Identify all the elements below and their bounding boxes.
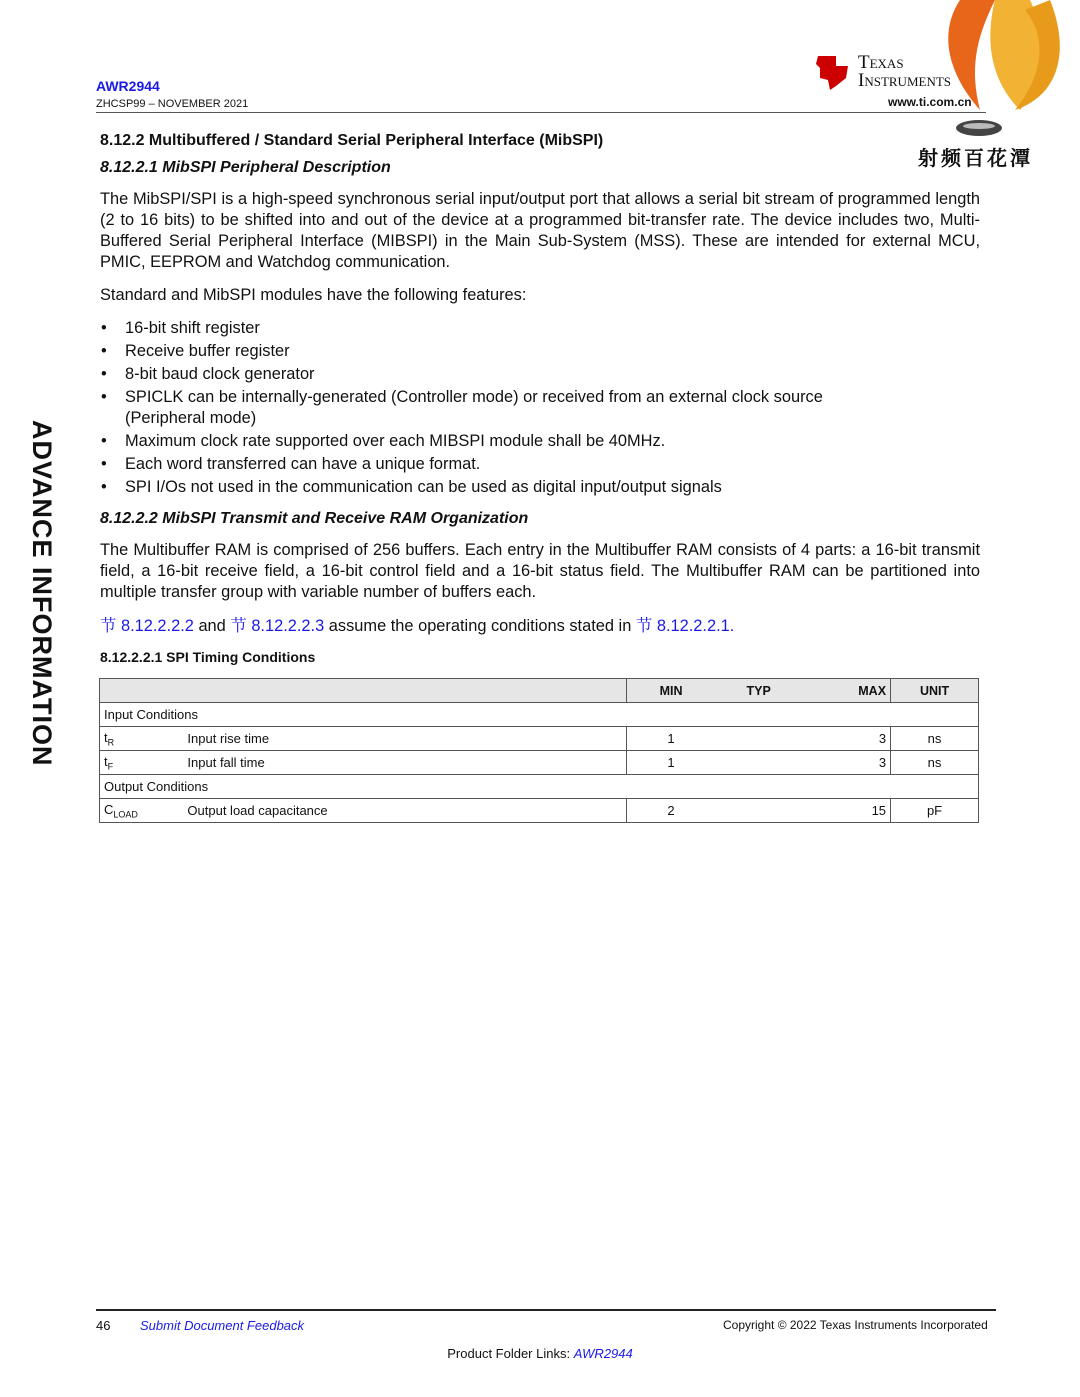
typ-cell bbox=[715, 727, 803, 751]
group-output-conditions: Output Conditions bbox=[100, 775, 979, 799]
min-cell: 1 bbox=[627, 751, 715, 775]
list-item: • 16-bit shift register bbox=[100, 318, 900, 339]
table-header-row bbox=[100, 679, 979, 703]
subsection-heading-description: 8.12.2.1 MibSPI Peripheral Description bbox=[100, 159, 391, 176]
header-typ: TYP bbox=[715, 679, 803, 703]
min-cell: 2 bbox=[627, 799, 715, 823]
header-unit: UNIT bbox=[891, 679, 979, 703]
header-rule bbox=[96, 112, 986, 113]
product-name: AWR2944 bbox=[96, 78, 160, 94]
spi-timing-table bbox=[99, 678, 979, 823]
table-row bbox=[100, 751, 979, 775]
watermark-disc-icon bbox=[954, 118, 1004, 138]
section-heading: 8.12.2 Multibuffered / Standard Serial Peripheral Interface (MibSPI) bbox=[100, 132, 604, 149]
link-8-12-2-2-1[interactable]: 8.12.2.2.1 bbox=[656, 617, 730, 635]
list-item: • SPICLK can be internally-generated (Controller mode) or received from an external clock source (Peripheral mode) bbox=[100, 387, 900, 429]
max-cell: 3 bbox=[803, 727, 891, 751]
symbol-cell: $t_F$ bbox=[100, 751, 184, 775]
table-row bbox=[100, 727, 979, 751]
group-input-conditions: Input Conditions bbox=[100, 703, 979, 727]
max-cell: 15 bbox=[803, 799, 891, 823]
ref-and: and bbox=[198, 617, 226, 635]
advance-information-banner: ADVANCE INFORMATION bbox=[27, 420, 57, 767]
feature-list bbox=[100, 318, 900, 500]
header-min: MIN bbox=[627, 679, 715, 703]
section-symbol: 节 bbox=[635, 617, 653, 635]
symbol-cell: $C_{LOAD}$ bbox=[100, 799, 184, 823]
param-cell: Input rise time bbox=[183, 727, 626, 751]
typ-cell bbox=[715, 799, 803, 823]
footer-rule bbox=[96, 1309, 996, 1311]
ref-middle: assume the operating conditions stated in bbox=[328, 617, 632, 635]
list-item: • Each word transferred can have a unique format. bbox=[100, 454, 900, 475]
page-number: 46 bbox=[96, 1318, 111, 1333]
param-cell: Output load capacitance bbox=[183, 799, 626, 823]
unit-cell: ns bbox=[891, 751, 979, 775]
paragraph-features-intro: Standard and MibSPI modules have the following features: bbox=[100, 286, 527, 304]
header-max: MAX bbox=[803, 679, 891, 703]
section-symbol: 节 bbox=[230, 617, 247, 635]
unit-cell: ns bbox=[891, 727, 979, 751]
unit-cell: pF bbox=[891, 799, 979, 823]
table-row bbox=[100, 799, 979, 823]
table-title: 8.12.2.2.1 SPI Timing Conditions bbox=[100, 649, 316, 665]
list-item: • Maximum clock rate supported over each MIBSPI module shall be 40MHz. bbox=[100, 431, 900, 452]
submit-feedback-link[interactable]: Submit Document Feedback bbox=[140, 1318, 305, 1333]
typ-cell bbox=[715, 751, 803, 775]
param-cell: Input fall time bbox=[183, 751, 626, 775]
subsection-heading-ram: 8.12.2.2 MibSPI Transmit and Receive RAM Organization bbox=[100, 510, 529, 527]
product-folder-links bbox=[0, 1346, 1080, 1361]
doc-id: ZHCSP99 – NOVEMBER 2021 bbox=[96, 98, 249, 110]
list-item: • Receive buffer register bbox=[100, 341, 900, 362]
paragraph-description: The MibSPI/SPI is a high-speed synchronous serial input/output port that allows a serial bit stream of programmed length (2 to 16 bits) to be shifted into and out of the device at a programmed bit-transfer rate. The device includes two, Multi-Buffered Serial Peripheral Interface (MIBSPI) in the Main Sub-System (MSS). These are intended for external MCU, PMIC, EEPROM and Watchdog communication. bbox=[100, 190, 980, 271]
header-blank bbox=[100, 679, 627, 703]
folder-label: Product Folder Links: bbox=[447, 1346, 571, 1361]
ti-logo bbox=[812, 50, 987, 112]
paragraph-ram: The Multibuffer RAM is comprised of 256 buffers. Each entry in the Multibuffer RAM consists of 4 parts: a 16-bit transmit field, a 16-bit receive field, a 16-bit control field and a 16-bit status field. The Multibuffer RAM can be partitioned into multiple transfer group with variable number of buffers each. bbox=[100, 541, 980, 601]
symbol-cell: $t_R$ bbox=[100, 727, 184, 751]
brand-url[interactable]: www.ti.com.cn bbox=[888, 95, 972, 109]
list-item: • SPI I/Os not used in the communication can be used as digital input/output signals bbox=[100, 477, 900, 498]
link-8-12-2-2-2[interactable]: 8.12.2.2.2 bbox=[120, 617, 194, 635]
table-row bbox=[100, 775, 979, 799]
table-row bbox=[100, 703, 979, 727]
ref-end: . bbox=[729, 617, 735, 635]
min-cell: 1 bbox=[627, 727, 715, 751]
copyright: Copyright © 2022 Texas Instruments Incorporated bbox=[723, 1318, 988, 1332]
list-item: • 8-bit baud clock generator bbox=[100, 364, 900, 385]
folder-link-awr2944[interactable]: AWR2944 bbox=[573, 1346, 633, 1361]
ti-brand-line1: Texas bbox=[858, 52, 904, 73]
ti-bug-icon bbox=[812, 50, 854, 92]
watermark-text: 射频百花潭 bbox=[918, 148, 1033, 170]
section-symbol: 节 bbox=[100, 617, 117, 635]
max-cell: 3 bbox=[803, 751, 891, 775]
link-8-12-2-2-3[interactable]: 8.12.2.2.3 bbox=[251, 617, 325, 635]
cross-reference-line bbox=[100, 616, 734, 637]
ti-brand-line2: Instruments bbox=[858, 70, 952, 91]
